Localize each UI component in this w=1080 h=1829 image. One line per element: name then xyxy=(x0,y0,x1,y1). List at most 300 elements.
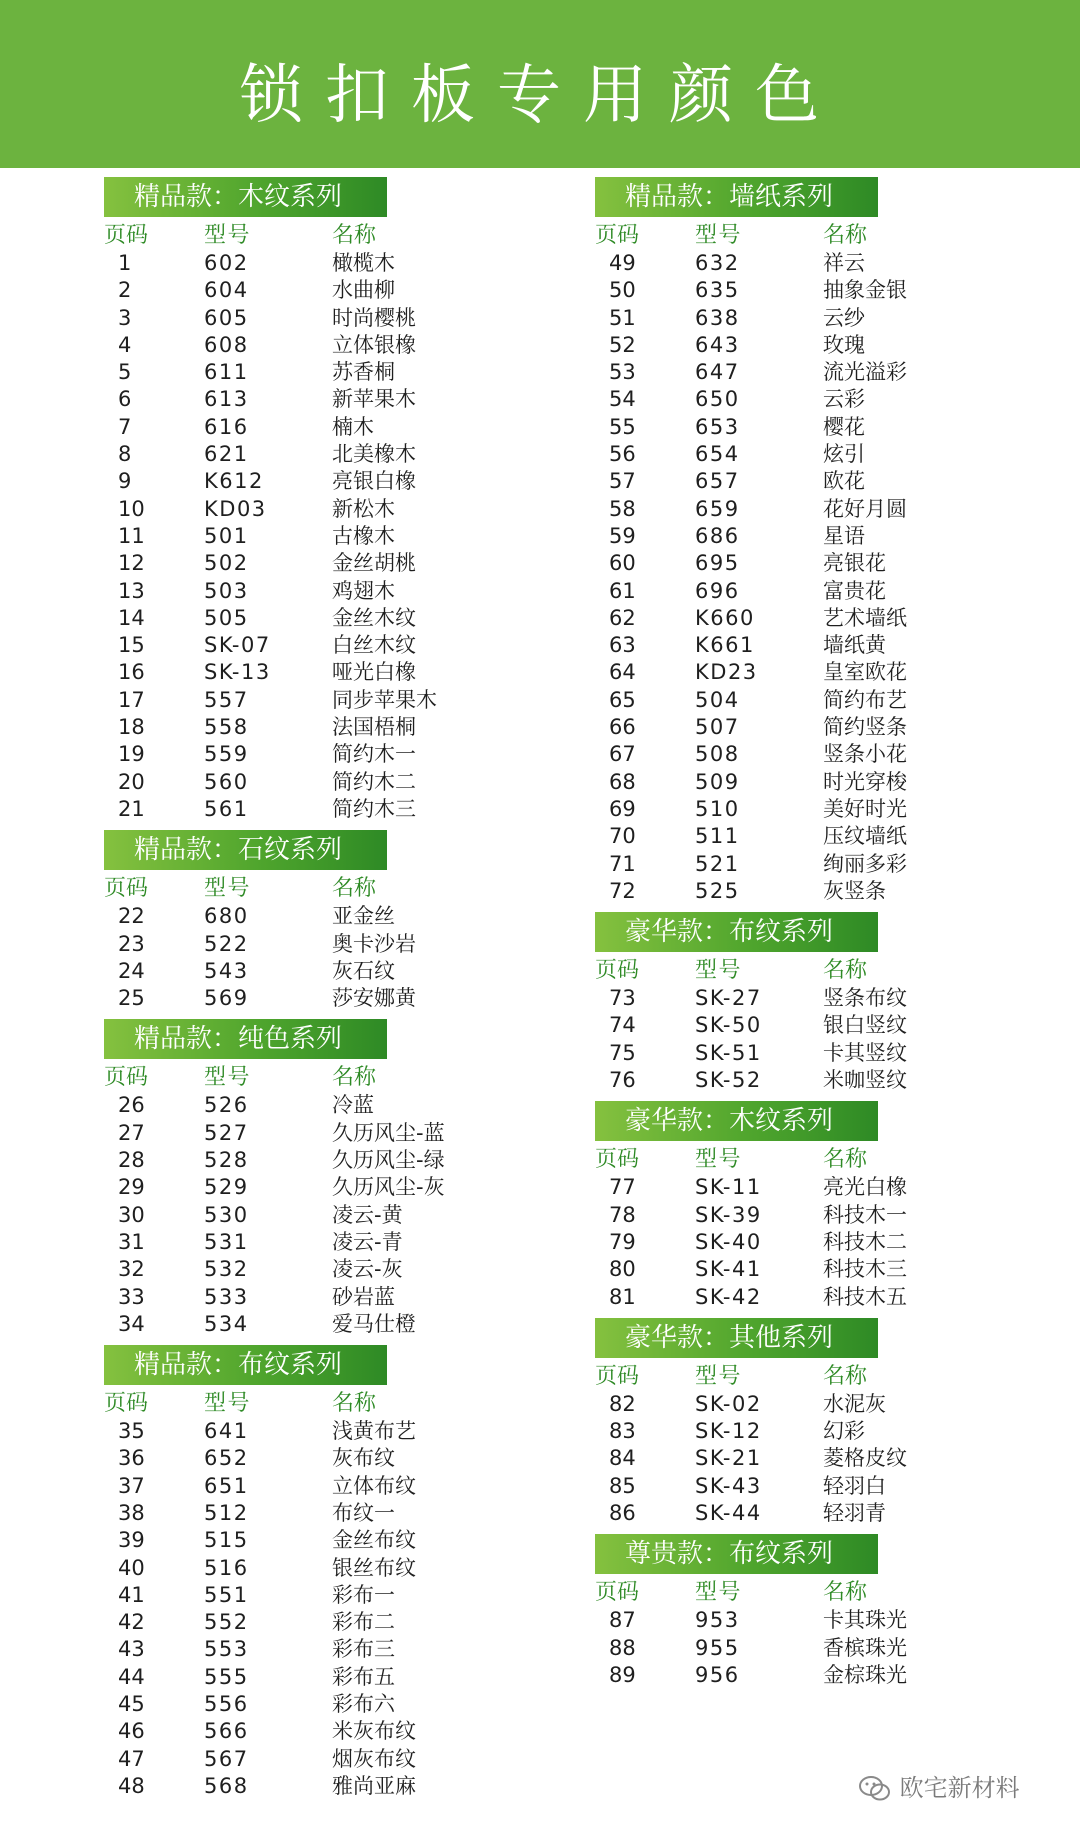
table-row xyxy=(104,468,624,495)
section-header: 精品款：石纹系列 xyxy=(104,830,387,870)
color-name: 时尚樱桃 xyxy=(332,305,416,330)
color-name: 莎安娜黄 xyxy=(332,986,416,1011)
page-number: 72 xyxy=(609,878,636,903)
page-number: 36 xyxy=(118,1446,145,1471)
model-code: 521 xyxy=(695,851,740,876)
page-number: 22 xyxy=(118,904,145,929)
page-number: 88 xyxy=(609,1635,636,1660)
table-row xyxy=(595,1067,1080,1094)
color-name: 时光穿梭 xyxy=(823,769,907,794)
color-name: 祥云 xyxy=(823,251,865,275)
model-header: 型号 xyxy=(695,1580,743,1606)
page-number: 42 xyxy=(118,1610,145,1635)
model-code: SK-21 xyxy=(695,1446,762,1471)
model-code: 529 xyxy=(204,1175,249,1200)
page-number: 11 xyxy=(118,523,145,548)
model-code: 526 xyxy=(204,1093,249,1118)
color-name: 欧花 xyxy=(823,469,865,494)
page-number: 62 xyxy=(609,605,636,630)
color-name: 樱花 xyxy=(823,414,865,439)
page-number: 61 xyxy=(609,578,636,603)
page-number: 8 xyxy=(118,442,132,467)
table-row xyxy=(595,496,1080,523)
color-name: 爱马仕橙 xyxy=(332,1311,416,1336)
color-name: 亮银花 xyxy=(823,551,886,576)
page-number: 39 xyxy=(118,1528,145,1553)
color-name: 银白竖纹 xyxy=(823,1013,907,1038)
color-name: 亚金丝 xyxy=(332,904,395,929)
model-code: 525 xyxy=(695,878,740,903)
color-name: 久历风尘-蓝 xyxy=(332,1120,445,1145)
name-header: 名称 xyxy=(332,876,377,902)
name-header: 名称 xyxy=(823,1147,868,1173)
page-number: 80 xyxy=(609,1257,636,1282)
color-name: 轻羽青 xyxy=(823,1500,886,1525)
model-code: 558 xyxy=(204,715,249,740)
color-name: 压纹墙纸 xyxy=(823,824,907,849)
name-header: 名称 xyxy=(823,1580,868,1606)
table-row xyxy=(595,277,1080,304)
color-name: 富贵花 xyxy=(823,578,886,603)
section-header: 豪华款：布纹系列 xyxy=(595,912,878,952)
page-number: 59 xyxy=(609,523,636,548)
color-name: 新松木 xyxy=(332,496,395,521)
model-code: 555 xyxy=(204,1664,249,1689)
color-name: 皇室欧花 xyxy=(823,660,907,685)
color-name: 流光溢彩 xyxy=(823,360,907,385)
model-code: 532 xyxy=(204,1257,249,1282)
color-name: 幻彩 xyxy=(823,1419,865,1444)
color-name: 法国梧桐 xyxy=(332,715,416,740)
color-name: 简约竖条 xyxy=(823,715,907,740)
model-code: 511 xyxy=(695,824,740,849)
page-number: 20 xyxy=(118,769,145,794)
color-name: 久历风尘-绿 xyxy=(332,1148,445,1173)
color-name: 鸡翅木 xyxy=(332,578,395,603)
model-code: 680 xyxy=(204,904,249,929)
table-row xyxy=(595,1174,1080,1201)
table-row xyxy=(104,1311,624,1338)
page-number: 82 xyxy=(609,1391,636,1416)
model-code: 560 xyxy=(204,769,249,794)
color-name: 简约木一 xyxy=(332,742,416,767)
color-name: 彩布六 xyxy=(332,1692,395,1717)
color-name: 香槟珠光 xyxy=(823,1635,907,1660)
section-header: 尊贵款：布纹系列 xyxy=(595,1534,878,1574)
table-row xyxy=(104,741,624,768)
color-name: 古橡木 xyxy=(332,523,395,548)
color-name: 亮银白橡 xyxy=(332,469,416,494)
page-header: 页码 xyxy=(104,1065,149,1091)
table-row xyxy=(104,958,624,985)
model-code: 501 xyxy=(204,523,249,548)
right-column xyxy=(595,170,1080,1689)
page-number: 77 xyxy=(609,1175,636,1200)
color-name: 亮光白橡 xyxy=(823,1175,907,1200)
table-row xyxy=(104,1746,624,1773)
table-row xyxy=(104,1718,624,1745)
model-code: 522 xyxy=(204,931,249,956)
table-row xyxy=(595,250,1080,277)
page-number: 21 xyxy=(118,796,145,821)
table-row xyxy=(595,332,1080,359)
table-header-row xyxy=(104,1389,624,1418)
model-code: 653 xyxy=(695,414,740,439)
table-row xyxy=(104,632,624,659)
page-number: 34 xyxy=(118,1311,145,1336)
page-number: 73 xyxy=(609,986,636,1011)
page-header: 页码 xyxy=(595,1147,640,1173)
color-name: 奥卡沙岩 xyxy=(332,931,416,956)
model-code: KD03 xyxy=(204,496,267,521)
model-code: 528 xyxy=(204,1148,249,1173)
page-number: 48 xyxy=(118,1773,145,1798)
page-number: 37 xyxy=(118,1473,145,1498)
model-code: 659 xyxy=(695,496,740,521)
table-row xyxy=(595,714,1080,741)
page-number: 85 xyxy=(609,1473,636,1498)
left-column xyxy=(104,170,624,1800)
model-code: 696 xyxy=(695,578,740,603)
table-row xyxy=(595,1662,1080,1689)
color-name: 凌云-青 xyxy=(332,1229,403,1254)
table-row xyxy=(104,1609,624,1636)
wechat-icon xyxy=(858,1774,892,1804)
page-number: 79 xyxy=(609,1229,636,1254)
model-code: 530 xyxy=(204,1202,249,1227)
table-header-row xyxy=(595,221,1080,250)
model-code: 602 xyxy=(204,251,249,275)
page-number: 27 xyxy=(118,1120,145,1145)
page-number: 10 xyxy=(118,496,145,521)
color-name: 同步苹果木 xyxy=(332,687,437,712)
table-row xyxy=(595,1040,1080,1067)
model-code: 647 xyxy=(695,360,740,385)
table-row xyxy=(104,550,624,577)
table-row xyxy=(104,1664,624,1691)
table-row xyxy=(104,796,624,823)
model-code: 605 xyxy=(204,305,249,330)
color-name: 布纹一 xyxy=(332,1500,395,1525)
model-header: 型号 xyxy=(204,876,252,902)
color-name: 彩布一 xyxy=(332,1582,395,1607)
model-header: 型号 xyxy=(695,1147,743,1173)
color-name: 科技木一 xyxy=(823,1202,907,1227)
watermark xyxy=(858,1768,1020,1804)
page-number: 15 xyxy=(118,633,145,658)
page-number: 81 xyxy=(609,1284,636,1309)
model-code: 566 xyxy=(204,1719,249,1744)
model-code: 502 xyxy=(204,551,249,576)
table-row xyxy=(104,1445,624,1472)
color-name: 砂岩蓝 xyxy=(332,1284,395,1309)
page-number: 55 xyxy=(609,414,636,439)
model-code: SK-44 xyxy=(695,1500,762,1525)
section-header: 豪华款：木纹系列 xyxy=(595,1101,878,1141)
model-code: 508 xyxy=(695,742,740,767)
color-name: 科技木二 xyxy=(823,1229,907,1254)
table-row xyxy=(104,1527,624,1554)
name-header: 名称 xyxy=(823,223,868,248)
model-code: 695 xyxy=(695,551,740,576)
table-row xyxy=(104,605,624,632)
page-number: 51 xyxy=(609,305,636,330)
color-name: 炫引 xyxy=(823,442,865,467)
table-row xyxy=(104,903,624,930)
color-name: 水泥灰 xyxy=(823,1391,886,1416)
page-number: 84 xyxy=(609,1446,636,1471)
model-header: 型号 xyxy=(204,1391,252,1417)
table-row xyxy=(104,1555,624,1582)
section-header: 精品款：木纹系列 xyxy=(104,177,387,217)
color-name: 北美橡木 xyxy=(332,442,416,467)
table-row xyxy=(595,441,1080,468)
color-name: 科技木三 xyxy=(823,1257,907,1282)
model-code: 516 xyxy=(204,1555,249,1580)
table-row xyxy=(104,414,624,441)
page-number: 25 xyxy=(118,986,145,1011)
table-row xyxy=(595,1012,1080,1039)
model-code: 510 xyxy=(695,796,740,821)
page-number: 87 xyxy=(609,1608,636,1633)
page-title: 锁扣板专用颜色 xyxy=(239,59,841,133)
page-number: 29 xyxy=(118,1175,145,1200)
model-code: 686 xyxy=(695,523,740,548)
page-number: 5 xyxy=(118,360,132,385)
page-number: 46 xyxy=(118,1719,145,1744)
model-code: 654 xyxy=(695,442,740,467)
table-header-row xyxy=(104,221,624,250)
table-row xyxy=(595,1635,1080,1662)
title-banner xyxy=(0,0,1080,168)
page-number: 53 xyxy=(609,360,636,385)
color-name: 金丝布纹 xyxy=(332,1528,416,1553)
color-name: 绚丽多彩 xyxy=(823,851,907,876)
model-code: 567 xyxy=(204,1746,249,1771)
page-number: 47 xyxy=(118,1746,145,1771)
color-name: 墙纸黄 xyxy=(823,633,886,658)
model-code: 512 xyxy=(204,1500,249,1525)
model-code: SK-41 xyxy=(695,1257,762,1282)
page-number: 60 xyxy=(609,551,636,576)
model-code: 638 xyxy=(695,305,740,330)
page-number: 50 xyxy=(609,278,636,303)
table-row xyxy=(595,1473,1080,1500)
model-code: 604 xyxy=(204,278,249,303)
page-number: 66 xyxy=(609,715,636,740)
section-header: 精品款：布纹系列 xyxy=(104,1345,387,1385)
model-code: SK-27 xyxy=(695,986,762,1011)
page-number: 30 xyxy=(118,1202,145,1227)
model-code: 650 xyxy=(695,387,740,412)
table-row xyxy=(595,851,1080,878)
model-code: 613 xyxy=(204,387,249,412)
model-code: SK-52 xyxy=(695,1068,762,1093)
table-row xyxy=(104,1418,624,1445)
color-name: 浅黄布艺 xyxy=(332,1419,416,1444)
name-header: 名称 xyxy=(332,1065,377,1091)
color-name: 艺术墙纸 xyxy=(823,605,907,630)
table-row xyxy=(595,414,1080,441)
color-name: 花好月圆 xyxy=(823,496,907,521)
model-code: 611 xyxy=(204,360,249,385)
page-number: 6 xyxy=(118,387,132,412)
table-row xyxy=(104,1229,624,1256)
color-name: 楠木 xyxy=(332,414,374,439)
model-code: 505 xyxy=(204,605,249,630)
page-number: 16 xyxy=(118,660,145,685)
model-code: 956 xyxy=(695,1662,740,1687)
color-name: 彩布二 xyxy=(332,1610,395,1635)
page-number: 40 xyxy=(118,1555,145,1580)
model-code: K661 xyxy=(695,633,755,658)
page-number: 23 xyxy=(118,931,145,956)
table-row xyxy=(595,741,1080,768)
model-code: SK-12 xyxy=(695,1419,762,1444)
page-number: 28 xyxy=(118,1148,145,1173)
table-header-row xyxy=(595,956,1080,985)
table-header-row xyxy=(595,1362,1080,1391)
table-row xyxy=(104,769,624,796)
model-code: 509 xyxy=(695,769,740,794)
page-header: 页码 xyxy=(104,223,149,248)
model-code: 543 xyxy=(204,958,249,983)
page-header: 页码 xyxy=(104,876,149,902)
page-number: 26 xyxy=(118,1093,145,1118)
page-number: 56 xyxy=(609,442,636,467)
color-name: 米咖竖纹 xyxy=(823,1068,907,1093)
table-row xyxy=(104,1092,624,1119)
color-name: 卡其珠光 xyxy=(823,1608,907,1633)
model-code: 569 xyxy=(204,986,249,1011)
model-code: SK-02 xyxy=(695,1391,762,1416)
page-header: 页码 xyxy=(104,1391,149,1417)
color-name: 彩布五 xyxy=(332,1664,395,1689)
page-number: 68 xyxy=(609,769,636,794)
color-name: 卡其竖纹 xyxy=(823,1040,907,1065)
page-number: 43 xyxy=(118,1637,145,1662)
color-name: 云彩 xyxy=(823,387,865,412)
model-code: SK-50 xyxy=(695,1013,762,1038)
model-code: 553 xyxy=(204,1637,249,1662)
color-name: 凌云-黄 xyxy=(332,1202,403,1227)
section-header: 精品款：纯色系列 xyxy=(104,1019,387,1059)
color-name: 苏香桐 xyxy=(332,360,395,385)
color-name: 灰竖条 xyxy=(823,878,886,903)
color-name: 简约木三 xyxy=(332,796,416,821)
page-number: 7 xyxy=(118,414,132,439)
model-code: 533 xyxy=(204,1284,249,1309)
table-row xyxy=(595,1500,1080,1527)
page-number: 33 xyxy=(118,1284,145,1309)
page-number: 75 xyxy=(609,1040,636,1065)
table-row xyxy=(595,823,1080,850)
table-header-row xyxy=(595,1578,1080,1607)
page-number: 70 xyxy=(609,824,636,849)
table-row xyxy=(104,1202,624,1229)
table-row xyxy=(595,1256,1080,1283)
model-code: SK-39 xyxy=(695,1202,762,1227)
model-code: 561 xyxy=(204,796,249,821)
page-number: 13 xyxy=(118,578,145,603)
table-row xyxy=(104,441,624,468)
table-row xyxy=(104,1256,624,1283)
color-name: 金棕珠光 xyxy=(823,1662,907,1687)
color-name: 科技木五 xyxy=(823,1284,907,1309)
page-number: 44 xyxy=(118,1664,145,1689)
color-name: 凌云-灰 xyxy=(332,1257,403,1282)
color-name: 冷蓝 xyxy=(332,1093,374,1118)
color-name: 灰石纹 xyxy=(332,958,395,983)
table-header-row xyxy=(104,1063,624,1092)
model-code: 635 xyxy=(695,278,740,303)
model-code: 557 xyxy=(204,687,249,712)
model-code: 534 xyxy=(204,1311,249,1336)
color-name: 竖条小花 xyxy=(823,742,907,767)
color-name: 银丝布纹 xyxy=(332,1555,416,1580)
page-number: 83 xyxy=(609,1419,636,1444)
model-code: 643 xyxy=(695,332,740,357)
model-code: SK-51 xyxy=(695,1040,762,1065)
page-number: 71 xyxy=(609,851,636,876)
table-row xyxy=(104,1582,624,1609)
color-name: 美好时光 xyxy=(823,796,907,821)
color-name: 水曲柳 xyxy=(332,278,395,303)
model-code: 651 xyxy=(204,1473,249,1498)
model-code: SK-42 xyxy=(695,1284,762,1309)
table-row xyxy=(104,687,624,714)
model-code: K660 xyxy=(695,605,755,630)
page-number: 31 xyxy=(118,1229,145,1254)
model-code: 608 xyxy=(204,332,249,357)
table-row xyxy=(595,1229,1080,1256)
color-name: 烟灰布纹 xyxy=(332,1746,416,1771)
page-number: 65 xyxy=(609,687,636,712)
page-number: 41 xyxy=(118,1582,145,1607)
model-code: K612 xyxy=(204,469,264,494)
color-name: 玫瑰 xyxy=(823,332,865,357)
page-number: 69 xyxy=(609,796,636,821)
color-name: 新苹果木 xyxy=(332,387,416,412)
model-code: 652 xyxy=(204,1446,249,1471)
model-code: 955 xyxy=(695,1635,740,1660)
page-number: 78 xyxy=(609,1202,636,1227)
page-number: 38 xyxy=(118,1500,145,1525)
table-row xyxy=(104,277,624,304)
table-row xyxy=(595,659,1080,686)
model-code: 551 xyxy=(204,1582,249,1607)
table-row xyxy=(595,878,1080,905)
page-number: 64 xyxy=(609,660,636,685)
table-row xyxy=(104,714,624,741)
page-number: 9 xyxy=(118,469,132,494)
section-header: 豪华款：其他系列 xyxy=(595,1318,878,1358)
model-code: 641 xyxy=(204,1419,249,1444)
table-row xyxy=(595,632,1080,659)
model-code: 621 xyxy=(204,442,249,467)
table-row xyxy=(104,1120,624,1147)
model-code: 559 xyxy=(204,742,249,767)
model-code: SK-43 xyxy=(695,1473,762,1498)
table-row xyxy=(104,1691,624,1718)
color-name: 白丝木纹 xyxy=(332,633,416,658)
table-row xyxy=(595,796,1080,823)
color-name: 菱格皮纹 xyxy=(823,1446,907,1471)
table-row xyxy=(104,1284,624,1311)
model-header: 型号 xyxy=(695,958,743,984)
page-number: 52 xyxy=(609,332,636,357)
color-name: 彩布三 xyxy=(332,1637,395,1662)
